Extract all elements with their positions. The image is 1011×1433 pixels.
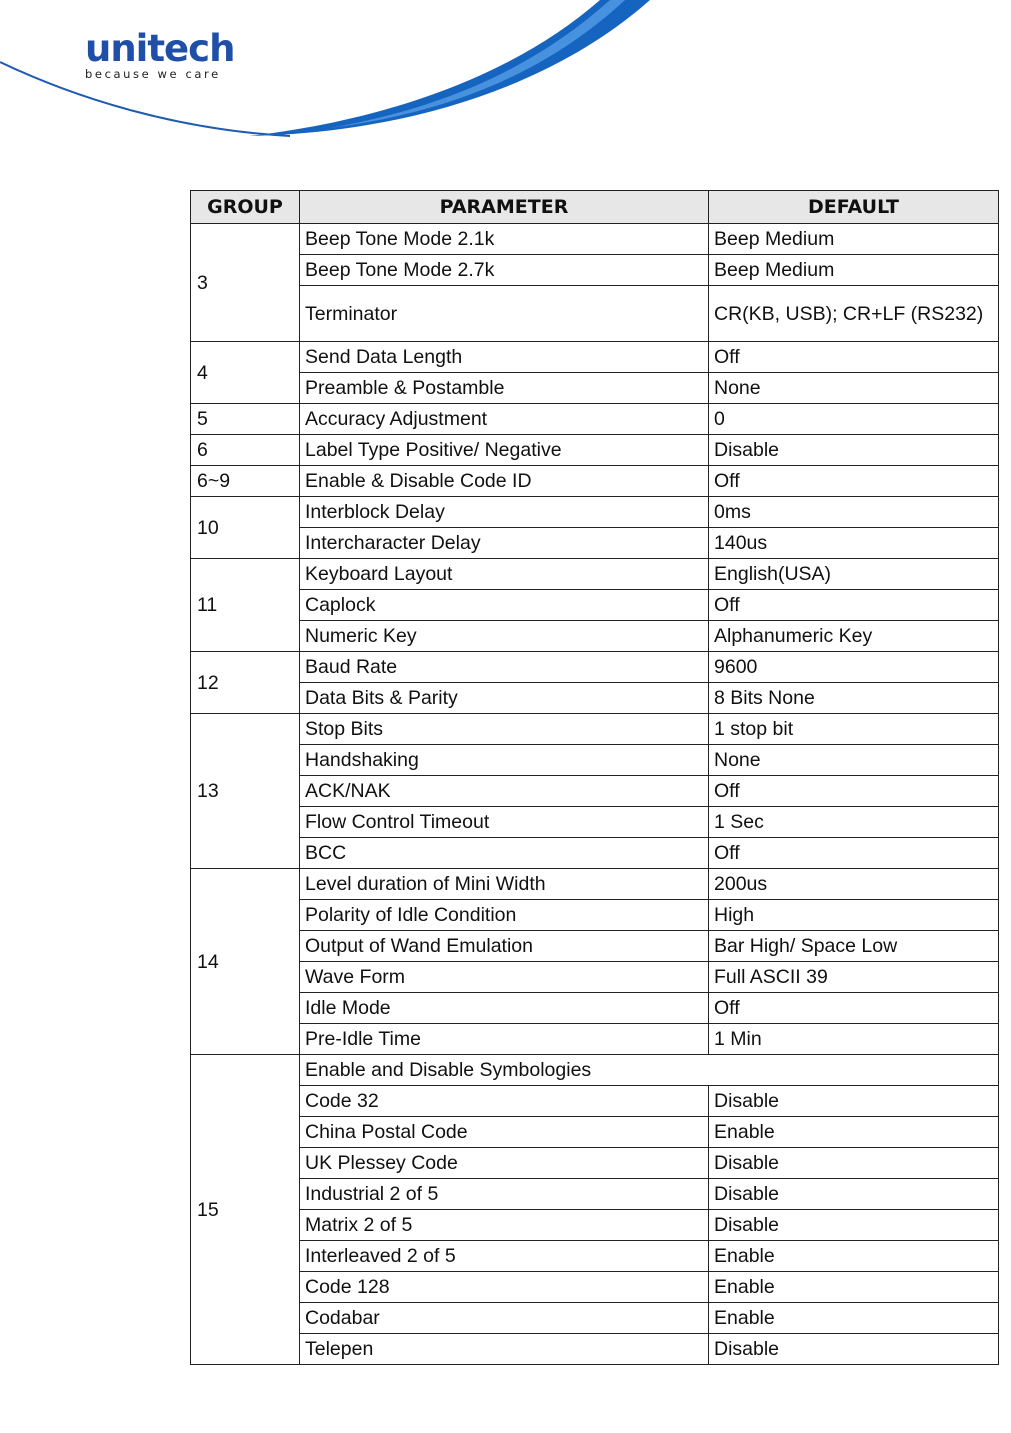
parameter-cell: Label Type Positive/ Negative [300,435,709,466]
table-row [191,838,999,869]
default-cell: Beep Medium [709,255,999,286]
default-cell: Disable [709,435,999,466]
parameter-cell: UK Plessey Code [300,1148,709,1179]
default-cell: CR(KB, USB); CR+LF (RS232) [709,286,999,342]
table-row [191,1024,999,1055]
parameter-cell: Pre-Idle Time [300,1024,709,1055]
table-row [191,683,999,714]
parameter-cell: Preamble & Postamble [300,373,709,404]
unitech-logo [85,27,235,81]
parameter-cell: Interblock Delay [300,497,709,528]
default-cell: 1 stop bit [709,714,999,745]
table-row [191,497,999,528]
parameter-defaults-table [190,190,999,1365]
group-cell: 11 [191,559,300,652]
table-row [191,714,999,745]
parameter-cell: Flow Control Timeout [300,807,709,838]
table-row [191,962,999,993]
table-row [191,745,999,776]
table-row [191,1303,999,1334]
table-row [191,1272,999,1303]
default-cell: Alphanumeric Key [709,621,999,652]
table-row [191,1241,999,1272]
default-cell: Enable [709,1241,999,1272]
default-cell: Off [709,776,999,807]
default-cell: Off [709,993,999,1024]
default-column-header: DEFAULT [709,191,999,224]
group-cell: 3 [191,224,300,342]
parameter-cell: Beep Tone Mode 2.7k [300,255,709,286]
default-cell: High [709,900,999,931]
default-cell: 0ms [709,497,999,528]
default-cell: Disable [709,1179,999,1210]
group-cell: 14 [191,869,300,1055]
default-cell: 200us [709,869,999,900]
table-row [191,373,999,404]
table-row [191,404,999,435]
default-cell: 1 Min [709,1024,999,1055]
parameter-cell: Telepen [300,1334,709,1365]
parameter-cell: Industrial 2 of 5 [300,1179,709,1210]
default-cell: Off [709,838,999,869]
group-cell: 10 [191,497,300,559]
parameter-cell: Baud Rate [300,652,709,683]
parameter-cell: Caplock [300,590,709,621]
parameter-cell: Data Bits & Parity [300,683,709,714]
table-row [191,1334,999,1365]
table-row [191,528,999,559]
table-row [191,900,999,931]
parameter-cell: BCC [300,838,709,869]
parameter-cell: Accuracy Adjustment [300,404,709,435]
parameter-cell: Numeric Key [300,621,709,652]
table-row [191,559,999,590]
table-body [191,224,999,1365]
default-cell: Off [709,466,999,497]
table-row [191,621,999,652]
table-row [191,869,999,900]
default-cell: 0 [709,404,999,435]
table-row [191,1117,999,1148]
table-row [191,466,999,497]
table-row [191,1179,999,1210]
default-cell: Disable [709,1210,999,1241]
parameter-cell: Beep Tone Mode 2.1k [300,224,709,255]
table-row [191,807,999,838]
default-cell: Disable [709,1086,999,1117]
parameter-cell: Interleaved 2 of 5 [300,1241,709,1272]
table-row [191,652,999,683]
group-cell: 5 [191,404,300,435]
default-cell: Bar High/ Space Low [709,931,999,962]
parameter-cell: Intercharacter Delay [300,528,709,559]
section-title-cell: Enable and Disable Symbologies [300,1055,999,1086]
table-row [191,286,999,342]
table-row [191,1055,999,1086]
table-row [191,590,999,621]
table-row [191,1086,999,1117]
group-column-header: GROUP [191,191,300,224]
table-row [191,931,999,962]
group-cell: 15 [191,1055,300,1365]
parameter-cell: Level duration of Mini Width [300,869,709,900]
parameter-cell: Code 32 [300,1086,709,1117]
table-row [191,435,999,466]
default-cell: 1 Sec [709,807,999,838]
parameter-cell: Handshaking [300,745,709,776]
parameter-cell: Matrix 2 of 5 [300,1210,709,1241]
table-header-row [191,191,999,224]
parameter-cell: Terminator [300,286,709,342]
parameter-column-header: PARAMETER [300,191,709,224]
table-row [191,1210,999,1241]
parameter-cell: Keyboard Layout [300,559,709,590]
default-cell: Full ASCII 39 [709,962,999,993]
table-row [191,776,999,807]
default-cell: Enable [709,1272,999,1303]
logo-wordmark: unitech [85,27,235,70]
default-cell: Off [709,342,999,373]
parameter-cell: Polarity of Idle Condition [300,900,709,931]
default-cell: 9600 [709,652,999,683]
group-cell: 6~9 [191,466,300,497]
default-cell: None [709,373,999,404]
default-cell: Enable [709,1117,999,1148]
logo-tagline: because we care [85,67,221,81]
default-cell: English(USA) [709,559,999,590]
default-cell: Enable [709,1303,999,1334]
group-cell: 13 [191,714,300,869]
parameter-cell: Codabar [300,1303,709,1334]
group-cell: 4 [191,342,300,404]
parameter-cell: China Postal Code [300,1117,709,1148]
table-row [191,224,999,255]
default-cell: 140us [709,528,999,559]
group-cell: 6 [191,435,300,466]
group-cell: 12 [191,652,300,714]
default-cell: None [709,745,999,776]
table-row [191,255,999,286]
parameter-cell: Idle Mode [300,993,709,1024]
table-row [191,342,999,373]
default-cell: Disable [709,1148,999,1179]
default-cell: Beep Medium [709,224,999,255]
default-cell: Disable [709,1334,999,1365]
parameter-cell: ACK/NAK [300,776,709,807]
parameter-cell: Send Data Length [300,342,709,373]
parameter-cell: Output of Wand Emulation [300,931,709,962]
parameter-cell: Wave Form [300,962,709,993]
default-cell: 8 Bits None [709,683,999,714]
table-row [191,993,999,1024]
default-cell: Off [709,590,999,621]
parameter-cell: Stop Bits [300,714,709,745]
parameter-cell: Code 128 [300,1272,709,1303]
parameter-cell: Enable & Disable Code ID [300,466,709,497]
table-row [191,1148,999,1179]
